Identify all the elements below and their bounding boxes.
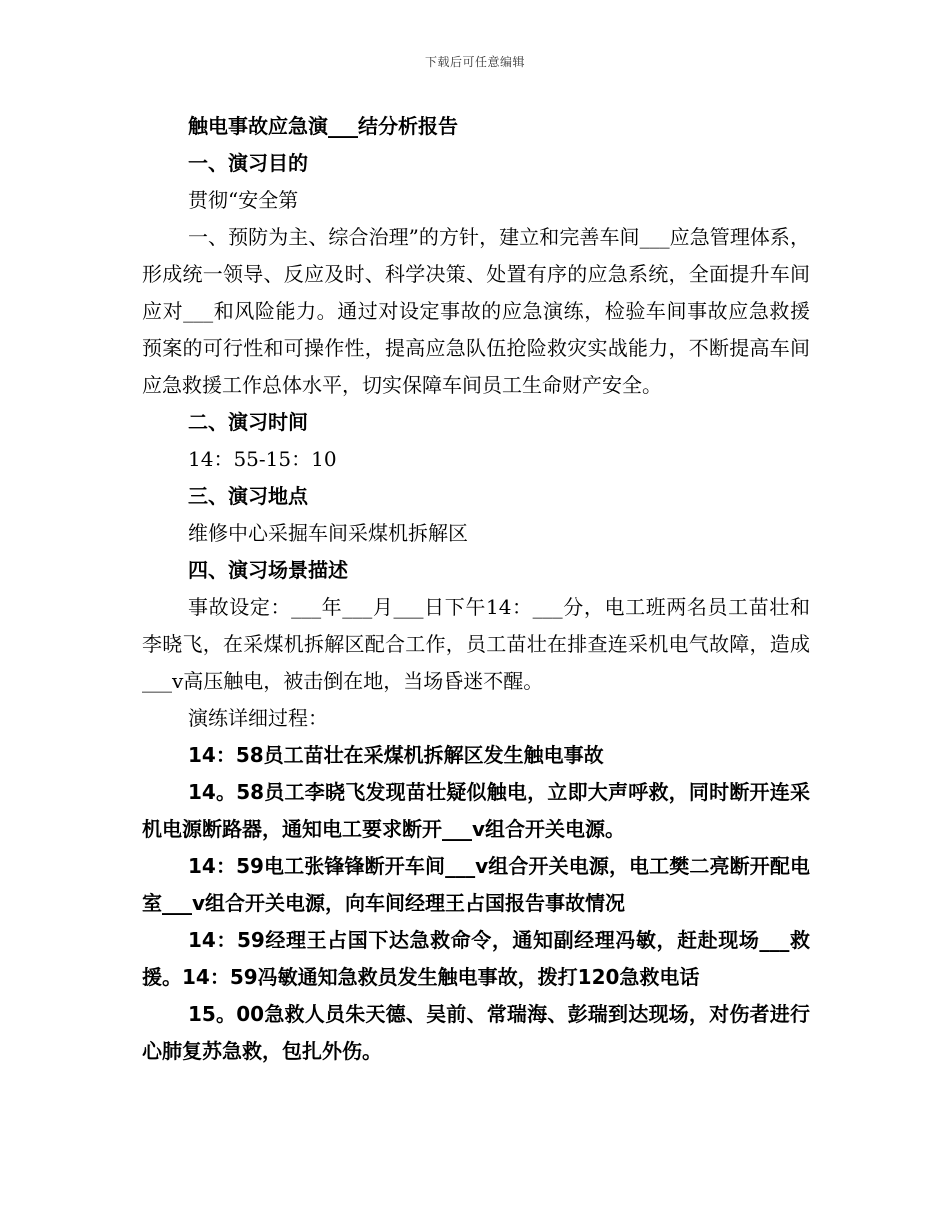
purpose-paragraph: 一、预防为主、综合治理”的方针，建立和完善车间___应急管理体系，形成统一领导、反应及时、科学决策、处置有序的应急系统，全面提升车间应对___和风险能力。通过对设定事故的应急演练，检验车间事故应急救援预案的可行性和可操作性，提高应急队伍抢险救灾实战能力，不断提高车间应急救援工作总体水平，切实保障车间员工生命财产安全。: [142, 225, 810, 397]
process-step: 14：59电工张锋锋断开车间___v组合开关电源，电工樊二亮断开配电室___v组合开关电源，向车间经理王占国报告事故情况: [142, 854, 810, 915]
page-header-note: 下载后可任意编辑: [424, 55, 525, 69]
process-step: 14：58员工苗壮在采煤机拆解区发生触电事故: [188, 743, 604, 767]
section-heading-location: 三、演习地点: [188, 484, 308, 508]
scenario-paragraph: 事故设定：___年___月___日下午14：___分，电工班两名员工苗壮和李晓飞，在采煤机拆解区配合工作，员工苗壮在排查连采机电气故障，造成___v高压触电，被击倒在地，当场昏迷不醒。: [142, 595, 810, 693]
section-heading-time: 二、演习时间: [188, 410, 308, 434]
document-title: 触电事故应急演___结分析报告: [188, 114, 458, 138]
drill-location: 维修中心采掘车间采煤机拆解区: [188, 521, 468, 545]
section-heading-purpose: 一、演习目的: [188, 151, 308, 175]
process-step: 15。00急救人员朱天德、吴前、常瑞海、彭瑞到达现场，对伤者进行心肺复苏急救，包扎外伤。: [142, 1002, 810, 1063]
section-heading-scenario: 四、演习场景描述: [188, 558, 348, 582]
purpose-first-line: 贯彻“安全第: [188, 188, 299, 212]
process-step: 14：59经理王占国下达急救命令，通知副经理冯敏，赶赴现场___救援。14：59冯敏通知急救员发生触电事故，拨打120急救电话: [142, 928, 810, 989]
drill-time: 14：55-15：10: [188, 447, 337, 471]
process-step: 14。58员工李晓飞发现苗壮疑似触电，立即大声呼救，同时断开连采机电源断路器，通知电工要求断开___v组合开关电源。: [142, 780, 810, 841]
process-label: 演练详细过程：: [188, 706, 328, 730]
document-body: [142, 108, 810, 1070]
